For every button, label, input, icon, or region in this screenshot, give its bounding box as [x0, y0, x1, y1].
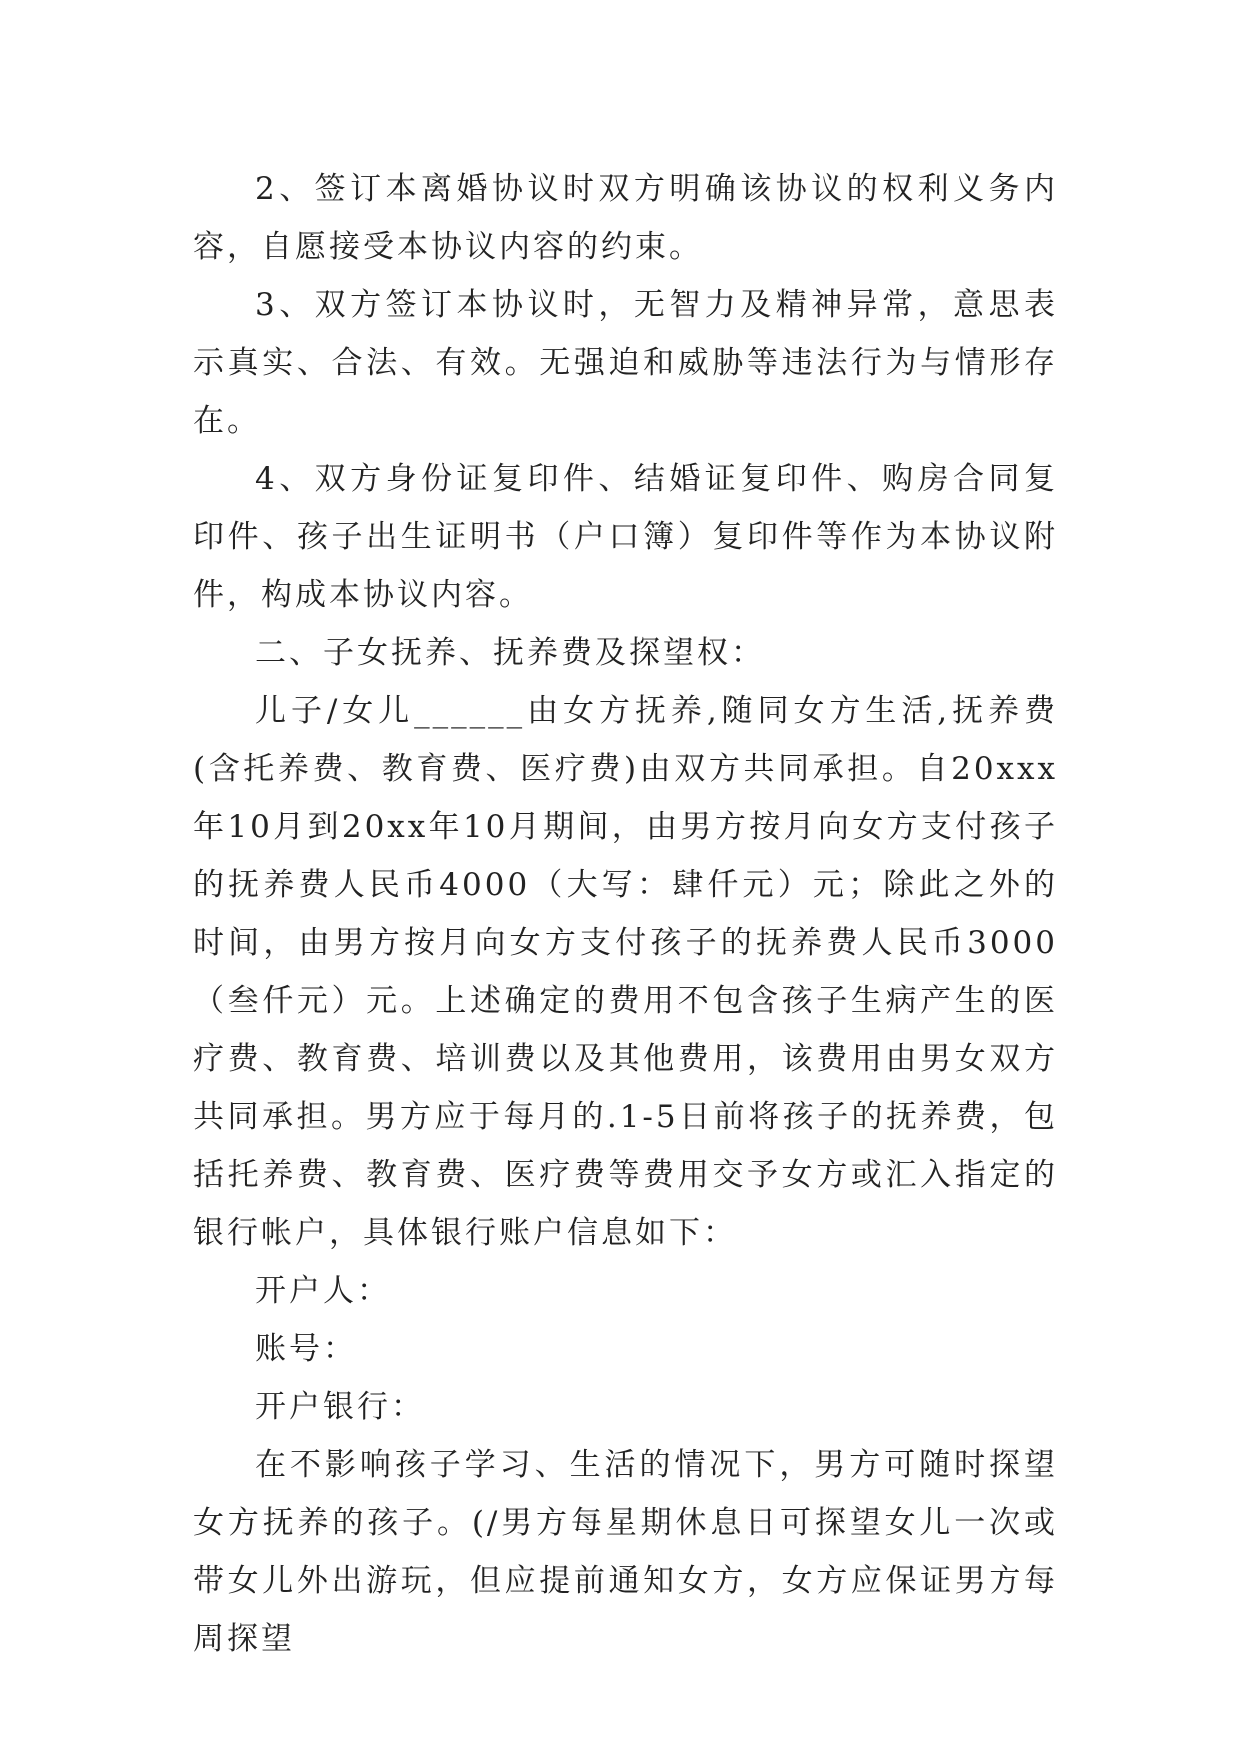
document-body: [193, 160, 1058, 1668]
account-holder-field: 开户人：: [255, 1273, 391, 1309]
section-heading-child-support: 二、子女抚养、抚养费及探望权：: [255, 635, 765, 671]
clause-3-paragraph: 3、双方签订本协议时，无智力及精神异常，意思表示真实、合法、有效。无强迫和威胁等违法行为与情形存在。: [193, 287, 1058, 439]
bank-name-field: 开户银行：: [255, 1389, 425, 1425]
child-support-paragraph: 儿子/女儿______由女方抚养,随同女方生活,抚养费(含托养费、教育费、医疗费)由双方共同承担。自20xxx年10月到20xx年10月期间，由男方按月向女方支付孩子的抚养费人民币4000（大写：肆仟元）元；除此之外的时间，由男方按月向女方支付孩子的抚养费人民币3000（叁仟元）元。上述确定的费用不包含孩子生病产生的医疗费、教育费、培训费以及其他费用，该费用由男女双方共同承担。男方应于每月的.1-5日前将孩子的抚养费，包括托养费、教育费、医疗费等费用交予女方或汇入指定的银行帐户，具体银行账户信息如下：: [193, 693, 1058, 1251]
account-number-field: 账号：: [255, 1331, 357, 1367]
clause-4-paragraph: 4、双方身份证复印件、结婚证复印件、购房合同复印件、孩子出生证明书（户口簿）复印件等作为本协议附件，构成本协议内容。: [193, 461, 1058, 613]
visitation-paragraph: 在不影响孩子学习、生活的情况下，男方可随时探望女方抚养的孩子。(/男方每星期休息日可探望女儿一次或带女儿外出游玩，但应提前通知女方，女方应保证男方每周探望: [193, 1447, 1058, 1657]
clause-2-paragraph: 2、签订本离婚协议时双方明确该协议的权利义务内容，自愿接受本协议内容的约束。: [193, 171, 1058, 265]
